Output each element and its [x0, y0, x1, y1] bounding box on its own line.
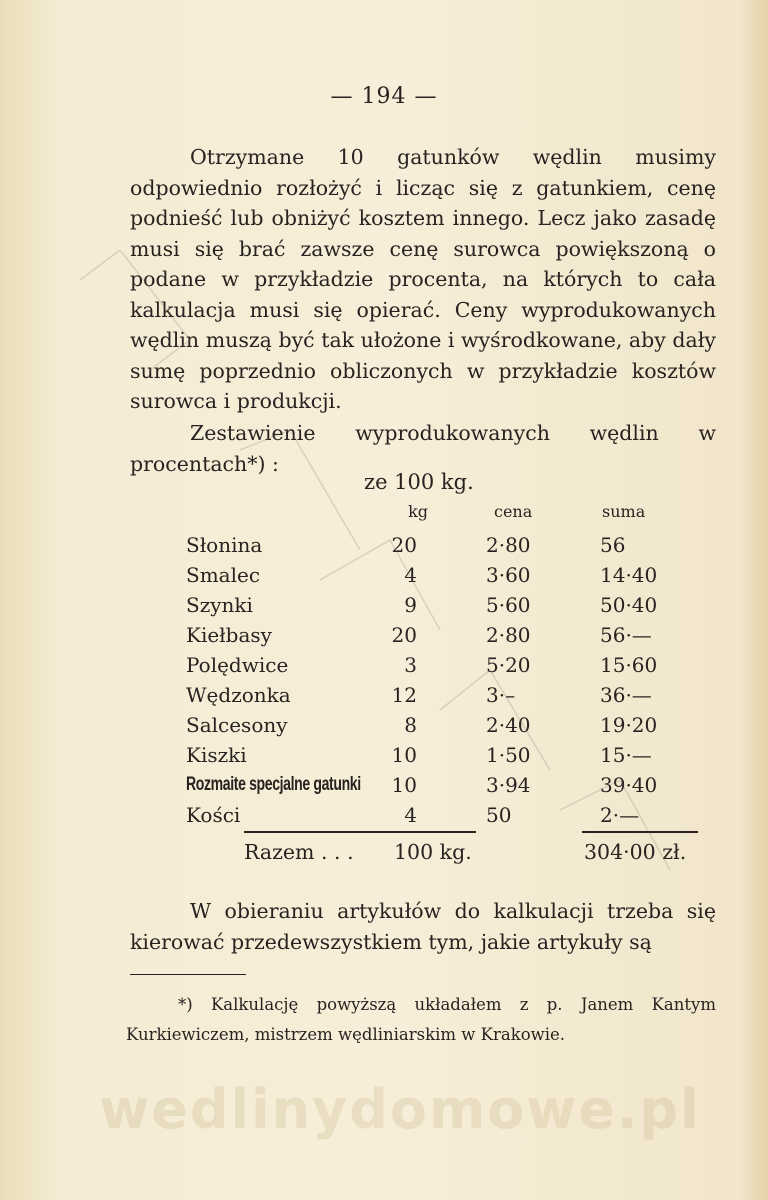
- total-kg: 100 kg.: [394, 840, 472, 864]
- row-kg: 10: [391, 773, 417, 797]
- footnote: *) Kalkulację powyższą układałem z p. Janem Kantym Kurkiewiczem, mistrzem wędliniarskim w Krakowie.: [126, 995, 716, 1044]
- row-suma: 15·60: [600, 653, 658, 677]
- column-header-suma: suma: [602, 502, 646, 521]
- row-cena: 3·60: [486, 563, 531, 587]
- row-cena: 3·94: [486, 773, 531, 797]
- row-suma: 19·20: [600, 713, 658, 737]
- row-suma: 39·40: [600, 773, 658, 797]
- paragraph-closing: W obieraniu artykułów do kalkulacji trzeba się kierować przedewszystkiem tym, jakie artykuły są: [130, 899, 716, 954]
- table-row: [186, 650, 706, 680]
- row-kg: 10: [391, 743, 417, 767]
- table-subheading: ze 100 kg.: [364, 470, 474, 494]
- row-kg: 4: [404, 803, 417, 827]
- row-name: Smalec: [186, 563, 261, 587]
- row-cena: 1·50: [486, 743, 531, 767]
- paragraph-table-intro: Zestawienie wyprodukowanych wędlin w procentach*) :: [130, 421, 716, 476]
- row-cena: 2·40: [486, 713, 531, 737]
- row-name: Kiełbasy: [186, 623, 272, 647]
- row-suma: 2·—: [600, 803, 640, 827]
- row-kg: 8: [404, 713, 417, 737]
- row-cena: 5·20: [486, 653, 531, 677]
- row-name: Kiszki: [186, 743, 247, 767]
- row-suma: 15·—: [600, 743, 652, 767]
- row-cena: 2·80: [486, 623, 531, 647]
- total-sum: 304·00 zł.: [584, 840, 687, 864]
- page-number: — 194 —: [330, 84, 438, 109]
- table-row: [186, 710, 706, 740]
- row-suma: 50·40: [600, 593, 658, 617]
- watermark: wedlinydomowe.pl: [99, 1078, 701, 1141]
- row-name: Salcesony: [186, 713, 288, 737]
- row-suma: 56: [600, 533, 626, 557]
- paragraph-intro: Otrzymane 10 gatunków wędlin musimy odpowiednio rozłożyć i licząc się z gatunkiem, cenę podnieść lub obniżyć kosztem innego. Lecz jako zasadę musi się brać zawsze cenę surowca powiększoną o podane w przykładzie procenta, na których to cała kalkulacja musi się opierać. Ceny wyprodukowanych wędlin muszą być tak ułożone i wyśrodkowane, aby dały sumę poprzednio obliczonych w przykładzie kosztów surowca i produkcji.: [130, 145, 716, 413]
- row-suma: 56·—: [600, 623, 652, 647]
- table-row: [186, 680, 706, 710]
- row-kg: 12: [391, 683, 417, 707]
- table-row: [186, 560, 706, 590]
- row-name: Rozmaite specjalne gatunki: [186, 774, 361, 795]
- row-cena: 50: [486, 803, 512, 827]
- table-header: [186, 502, 706, 530]
- row-name: Polędwice: [186, 653, 289, 677]
- table-row: [186, 740, 706, 770]
- row-name: Kości: [186, 803, 241, 827]
- table-row: [186, 590, 706, 620]
- table-row: [186, 770, 706, 800]
- row-name: Wędzonka: [186, 683, 291, 707]
- table-row: [186, 530, 706, 560]
- row-kg: 9: [404, 593, 417, 617]
- total-rule-left: [244, 831, 476, 833]
- row-name: Szynki: [186, 593, 253, 617]
- table-row: [186, 800, 706, 830]
- column-header-cena: cena: [494, 502, 533, 521]
- row-cena: 5·60: [486, 593, 531, 617]
- products-table: [186, 502, 706, 830]
- row-suma: 14·40: [600, 563, 658, 587]
- row-cena: 2·80: [486, 533, 531, 557]
- total-label: Razem . . .: [244, 840, 354, 864]
- row-cena: 3·–: [486, 683, 516, 707]
- row-kg: 4: [404, 563, 417, 587]
- row-suma: 36·—: [600, 683, 652, 707]
- footnote-rule: [130, 974, 246, 975]
- row-kg: 3: [404, 653, 417, 677]
- row-kg: 20: [391, 533, 417, 557]
- row-name: Słonina: [186, 533, 263, 557]
- row-kg: 20: [391, 623, 417, 647]
- column-header-kg: kg: [408, 502, 428, 521]
- total-rule-right: [582, 831, 698, 833]
- table-row: [186, 620, 706, 650]
